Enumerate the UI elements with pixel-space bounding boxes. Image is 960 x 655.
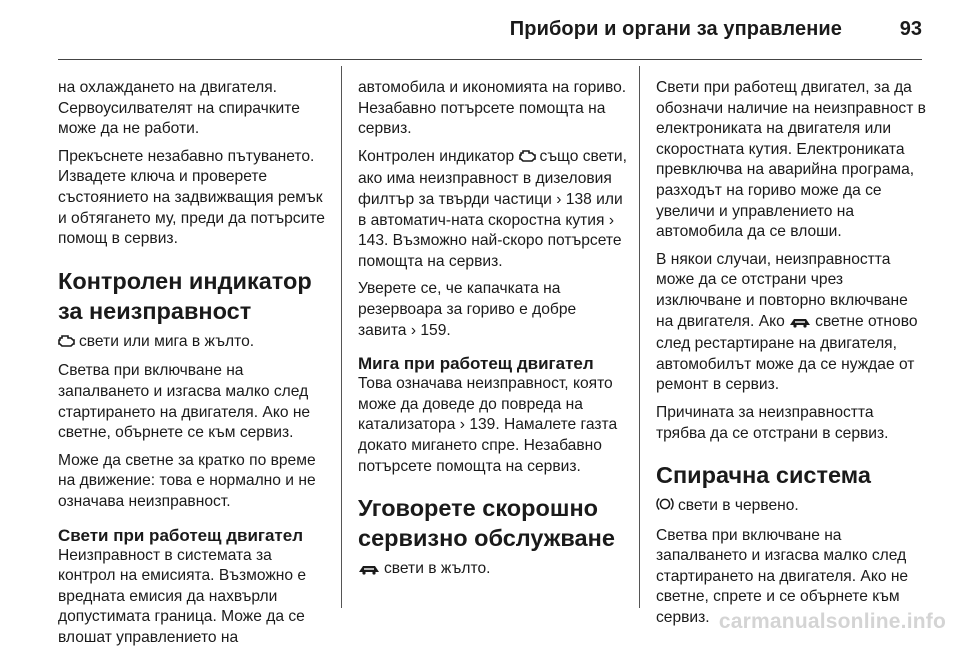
column-middle	[358, 78, 628, 589]
paragraph: на охлаждането на двигателя. Сервоусилвателят на спирачките може да не работи.	[58, 79, 300, 138]
page-header	[0, 0, 960, 60]
paragraph: Може да светне за кратко по време на движение: това е нормално и не означава неизправност.	[58, 451, 316, 510]
service-wrench-car-icon	[789, 314, 811, 335]
page-reference-arrow-icon	[411, 322, 416, 339]
paragraph: Прекъснете незабавно пътуването. Извадете ключа и проверете състоянието на задвижващия ремък и обтягането му, преди да потърсите помощ в сервиз.	[58, 147, 325, 248]
header-divider	[58, 59, 922, 60]
service-wrench-car-icon	[358, 561, 380, 582]
paragraph-text: 159.	[420, 321, 451, 339]
page-number: 93	[899, 18, 922, 40]
page-reference-arrow-icon	[556, 191, 561, 208]
section-heading-malfunction: Контролен индикатор за неизправност	[58, 267, 312, 324]
paragraph	[358, 374, 628, 477]
paragraph-text: Уверете се, че капачката на резервоара за гориво е добре завита	[358, 280, 577, 339]
paragraph	[58, 332, 326, 355]
paragraph	[656, 496, 926, 519]
paragraph	[358, 147, 628, 273]
paragraph	[656, 250, 926, 396]
paragraph: автомобила и икономията на гориво. Незабавно потърсете помощта на сервиз.	[358, 79, 627, 138]
check-engine-icon	[58, 334, 75, 355]
paragraph-text: Това означава неизправност, която може да доведе до повреда на катализатора	[358, 375, 613, 434]
paragraph-text: свети в червено.	[678, 497, 799, 515]
page-header-title: Прибори и органи за управление	[509, 18, 842, 40]
subsection-heading-flash: Мига при работещ двигател	[358, 354, 594, 374]
paragraph-text: Контролен индикатор	[358, 147, 515, 165]
column-left	[58, 78, 326, 655]
subsection-heading-lit: Свети при работещ двигател	[58, 525, 304, 545]
paragraph-text: 143. Възможно най-скоро потърсете помощта на сервиз.	[358, 232, 622, 270]
brake-system-icon	[656, 496, 674, 519]
paragraph-text: свети или мига в жълто.	[79, 332, 255, 350]
section-heading-brake: Спирачна система	[656, 462, 871, 489]
column-right	[656, 78, 926, 636]
paragraph	[358, 279, 628, 341]
paragraph	[358, 559, 628, 582]
section-heading-service: Уговорете скорошно сервизно обслужване	[358, 495, 615, 552]
paragraph: Свети при работещ двигател, за да обозначи наличие на неизправност в електрониката на двигателя или скоростната кутия. Електрониката превключва на аварийна програма, разходът на гориво може да се увеличи и управлението на автомобила да се влоши.	[656, 79, 926, 241]
page-reference-arrow-icon	[609, 212, 614, 229]
column-divider	[639, 66, 640, 608]
paragraph-text: 138 или в автоматич-ната скоростна кутия	[358, 190, 623, 229]
paragraph: Причината за неизправността трябва да се отстрани в сервиз.	[656, 403, 889, 442]
paragraph: Светва при включване на запалването и изгасва малко след стартирането на двигателя. Ако не светне, обърнете се към сервиз.	[58, 362, 311, 442]
paragraph-text: също свети, ако има неизправност в дизеловия филтър за твърди частици	[358, 147, 627, 208]
paragraph-text: В някои случаи, неизправността може да се отстрани чрез изключване и повторно включване на двигателя. Ако	[656, 250, 908, 330]
paragraph: Неизправност в системата за контрол на емисията. Възможно е вредната емисия да нахвърли допустимата граница. Може да се влошат управлението на	[58, 546, 307, 646]
paragraph-text: 139. Намалете газта докато мигането спре. Незабавно потърсете помощта на сервиз.	[358, 416, 618, 475]
watermark: carmanualsonline.info	[718, 610, 946, 633]
check-engine-icon	[519, 149, 536, 170]
page-reference-arrow-icon	[460, 416, 465, 433]
paragraph-text: светне отново след рестартиране на двигателя, автомобилът може да се нуждае от ремонт в сервиз.	[656, 312, 918, 394]
column-divider	[341, 66, 342, 608]
paragraph: Светва при включване на запалването и изгасва малко след стартирането на двигателя. Ако не светне, спрете и се обърнете към сервиз.	[656, 526, 909, 627]
paragraph-text: свети в жълто.	[384, 560, 491, 578]
